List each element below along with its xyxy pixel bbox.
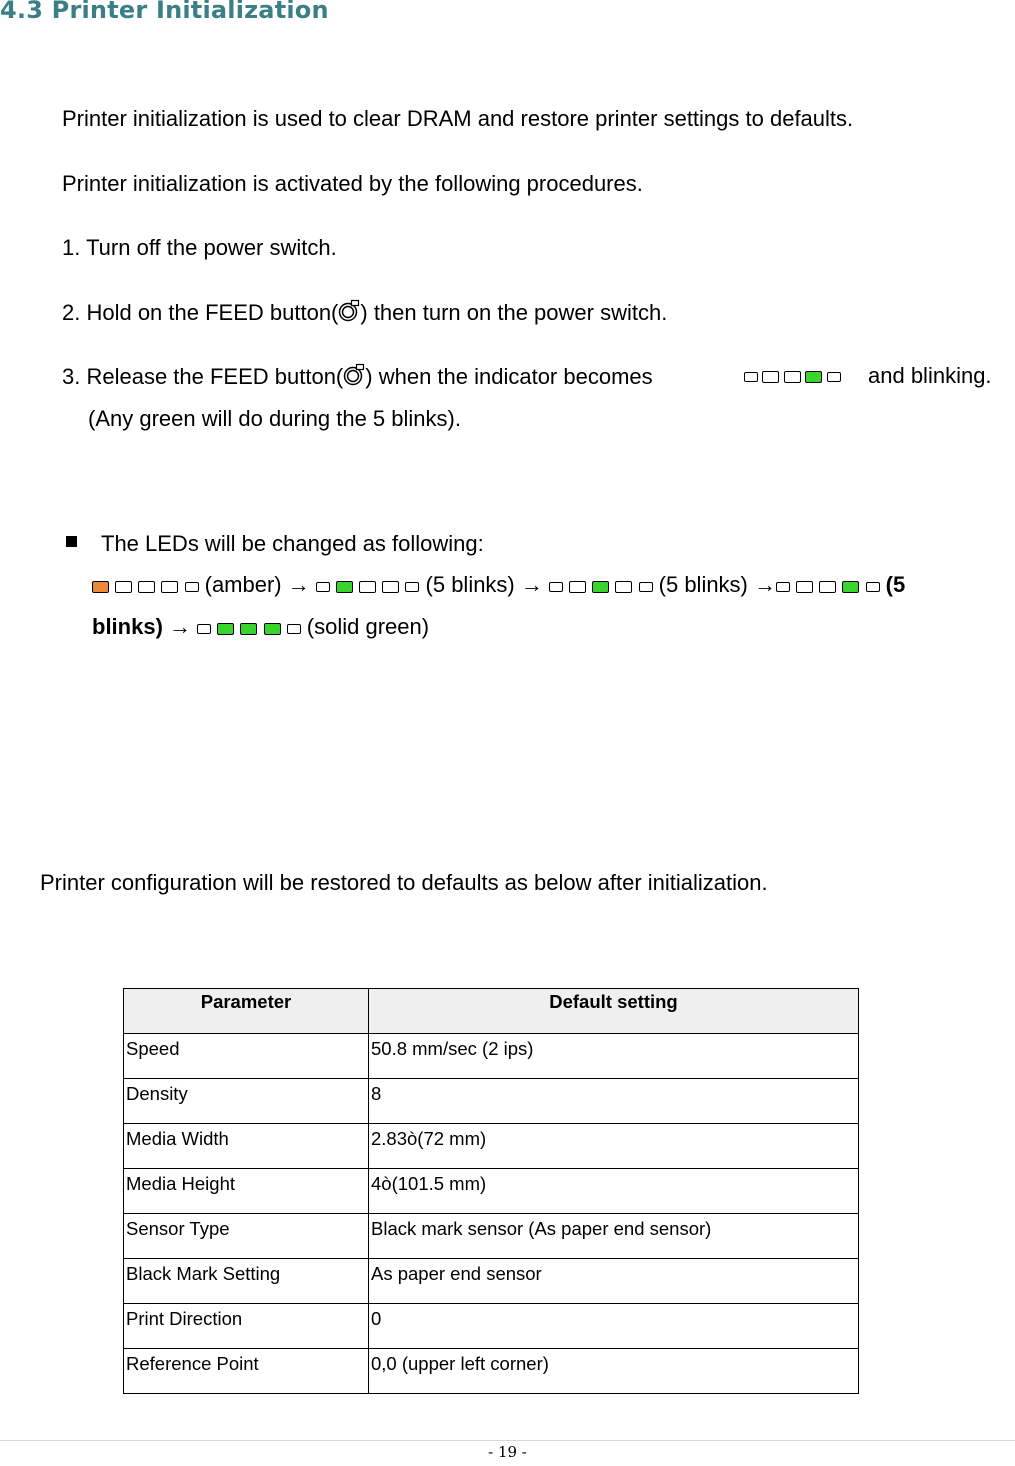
label-blinks-3-end: blinks) [92, 614, 163, 639]
parameter-cell: Sensor Type [124, 1214, 369, 1259]
led-off-icon [316, 582, 330, 592]
feed-button-icon [338, 299, 360, 323]
led-sequence-line-1 [92, 572, 905, 599]
led-off-icon [115, 581, 132, 593]
defaults-table [123, 988, 859, 1394]
step-2-text-a: 2. Hold on the FEED button( [62, 300, 339, 325]
value-cell: Black mark sensor (As paper end sensor) [369, 1214, 859, 1259]
step-2 [62, 299, 667, 326]
led-off-icon [569, 581, 586, 593]
table-row [124, 1169, 859, 1214]
column-header-default-setting: Default setting [369, 989, 859, 1034]
step-1: 1. Turn off the power switch. [62, 235, 337, 260]
feed-button-icon [343, 363, 365, 387]
led-off-icon [197, 624, 211, 634]
led-off-icon [549, 582, 563, 592]
led-off-icon [784, 371, 801, 383]
page-number: - 19 - [488, 1443, 527, 1461]
led-off-icon [615, 581, 632, 593]
intro-paragraph-2: Printer initialization is activated by the following procedures. [62, 171, 643, 196]
led-indicator-step3 [744, 368, 841, 386]
table-row [124, 1079, 859, 1124]
table-row [124, 1304, 859, 1349]
column-header-parameter: Parameter [124, 989, 369, 1034]
table-row [124, 1214, 859, 1259]
led-off-icon [762, 371, 779, 383]
led-off-icon [185, 582, 199, 592]
led-off-icon [405, 582, 419, 592]
value-cell: 2.83ò(72 mm) [369, 1124, 859, 1169]
parameter-cell: Media Height [124, 1169, 369, 1214]
led-off-icon [287, 624, 301, 634]
led-state-green-3 [776, 573, 880, 599]
led-off-icon [138, 581, 155, 593]
table-row [124, 1259, 859, 1304]
led-off-icon [639, 582, 653, 592]
footer-divider [0, 1440, 1015, 1441]
step-2-text-b: ) then turn on the power switch. [360, 300, 668, 325]
label-solid-green: (solid green) [306, 614, 430, 639]
led-off-icon [796, 581, 813, 593]
led-off-icon [866, 582, 880, 592]
led-sequence-line-2 [92, 614, 429, 641]
table-header-row [124, 989, 859, 1034]
table-row [124, 1034, 859, 1079]
led-green-icon [240, 623, 257, 635]
led-state-amber [92, 573, 199, 599]
parameter-cell: Reference Point [124, 1349, 369, 1394]
parameter-cell: Black Mark Setting [124, 1259, 369, 1304]
section-heading: 4.3 Printer Initialization [0, 0, 329, 24]
right-arrow-icon: → [169, 614, 192, 639]
led-off-icon [382, 581, 399, 593]
parameter-cell: Speed [124, 1034, 369, 1079]
value-cell: 4ò(101.5 mm) [369, 1169, 859, 1214]
right-arrow-icon: → [287, 572, 310, 597]
value-cell: As paper end sensor [369, 1259, 859, 1304]
led-amber-icon [92, 581, 109, 593]
right-arrow-icon: → [754, 572, 777, 597]
led-off-icon [827, 372, 841, 382]
led-sequence-intro: The LEDs will be changed as following: [101, 531, 484, 556]
step-3-text-c: and blinking. [868, 363, 992, 388]
parameter-cell: Density [124, 1079, 369, 1124]
step-3 [62, 363, 653, 390]
led-green-icon [842, 581, 859, 593]
led-off-icon [161, 581, 178, 593]
label-blinks-3-start: (5 [885, 572, 906, 597]
square-bullet-icon [66, 536, 77, 547]
led-state-solid-green [197, 615, 301, 641]
value-cell: 50.8 mm/sec (2 ips) [369, 1034, 859, 1079]
label-blinks-2: (5 blinks) [658, 572, 748, 597]
led-green-icon [336, 581, 353, 593]
led-green-icon [217, 623, 234, 635]
restore-paragraph: Printer configuration will be restored to defaults as below after initialization. [40, 870, 768, 895]
intro-paragraph-1: Printer initialization is used to clear DRAM and restore printer settings to defaults. [62, 106, 854, 131]
parameter-cell: Media Width [124, 1124, 369, 1169]
label-blinks-1: (5 blinks) [425, 572, 515, 597]
table-row [124, 1124, 859, 1169]
led-state-green-2 [549, 573, 653, 599]
led-off-icon [359, 581, 376, 593]
parameter-cell: Print Direction [124, 1304, 369, 1349]
led-green-icon [592, 581, 609, 593]
step-3-note: (Any green will do during the 5 blinks). [88, 406, 461, 431]
led-off-icon [819, 581, 836, 593]
value-cell: 8 [369, 1079, 859, 1124]
value-cell: 0 [369, 1304, 859, 1349]
led-state-green-1 [316, 573, 420, 599]
table-row [124, 1349, 859, 1394]
value-cell: 0,0 (upper left corner) [369, 1349, 859, 1394]
step-3-text-a: 3. Release the FEED button( [62, 364, 344, 389]
label-amber: (amber) [204, 572, 282, 597]
led-off-icon [744, 372, 758, 382]
led-green-icon [264, 623, 281, 635]
right-arrow-icon: → [520, 572, 543, 597]
led-green-icon [805, 371, 822, 383]
led-off-icon [776, 582, 790, 592]
step-3-text-b: ) when the indicator becomes [365, 364, 653, 389]
